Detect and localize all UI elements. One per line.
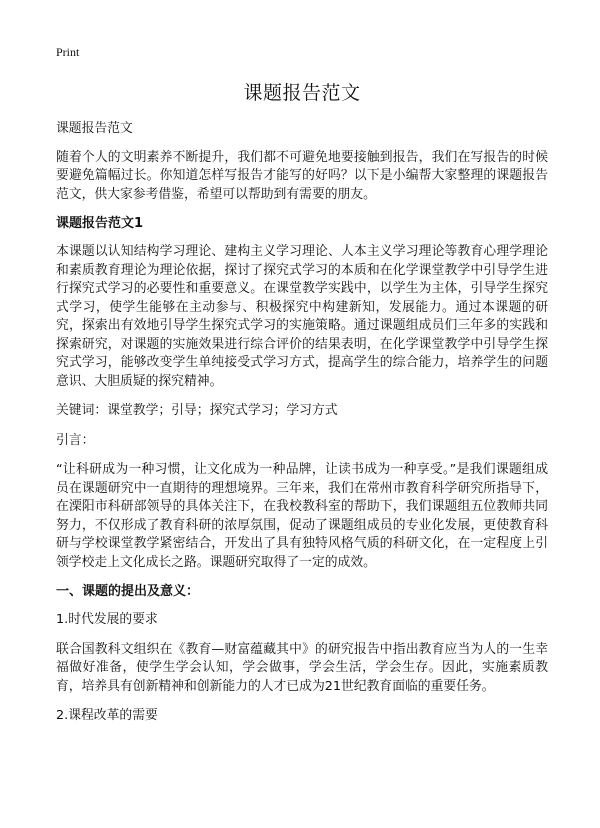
abstract-paragraph: 本课题以认知结构学习理论、建构主义学习理论、人本主义学习理论等教育心理学理论和素质教育理论为理论依据，探讨了探究式学习的本质和在化学课堂教学中引导学生进行探究式学习的必要性和重要意义。在课堂教学实践中，以学生为主体，引导学生探究式学习，使学生能够在主动参与、积极探究中构建新知，发展能力。通过本课题的研究，探索出有效地引导学生探究式学习的实施策略。通过课题组成员们三年多的实践和探索研究，对课题的实施效果进行综合评价的结果表明，在化学课堂教学中引导学生探究式学习，能够改变学生单纯接受式学习方式，提高学生的综合能力，培养学生的问题意识、大胆质疑的探究精神。	[56, 244, 548, 389]
intro-paragraph: 随着个人的文明素养不断提升，我们都不可避免地要接触到报告，我们在写报告的时候要避免篇幅过长。你知道怎样写报告才能写的好吗？以下是小编帮大家整理的课题报告范文，供大家参考借鉴，希望可以帮助到有需要的朋友。	[56, 149, 548, 202]
document-subtitle: 课题报告范文	[56, 121, 133, 136]
preface-paragraph: “让科研成为一种习惯，让文化成为一种品牌，让读书成为一种享受。”是我们课题组成员在课题研究中一直期待的理想境界。三年来，我们在常州市教育科学研究所指导下，在溧阳市科研部领导的具体关注下，在我校教科室的帮助下，我们课题组五位教师共同努力，不仅形成了教育科研的浓厚氛围，促动了课题组成员的专业化发展，更使教育科研与学校课堂教学紧密结合，开发出了具有独特风格气质的科研文化，在一定程度上引领学校走上文化成长之路。课题研究取得了一定的成效。	[56, 462, 548, 570]
section1-heading: 一、课题的提出及意义：	[56, 584, 200, 599]
subsection1-paragraph: 联合国教科文组织在《教育—财富蕴藏其中》的研究报告中指出教育应当为人的一生幸福做好准备，使学生学会认知，学会做事，学会生活，学会生存。因此，实施素质教育，培养具有创新精神和创新能力的人才已成为21世纪教育面临的重要任务。	[56, 641, 548, 694]
example-heading: 课题报告范文1	[56, 216, 144, 231]
print-link[interactable]: Print	[56, 45, 80, 59]
document-title: 课题报告范文	[243, 82, 361, 104]
subsection2-heading: 2.课程改革的需要	[56, 708, 158, 723]
keywords-line: 关键词：课堂教学；引导；探究式学习；学习方式	[56, 403, 338, 418]
preface-label: 引言：	[56, 432, 95, 448]
subsection1-heading: 1.时代发展的要求	[56, 612, 158, 627]
document-page	[56, 44, 548, 737]
